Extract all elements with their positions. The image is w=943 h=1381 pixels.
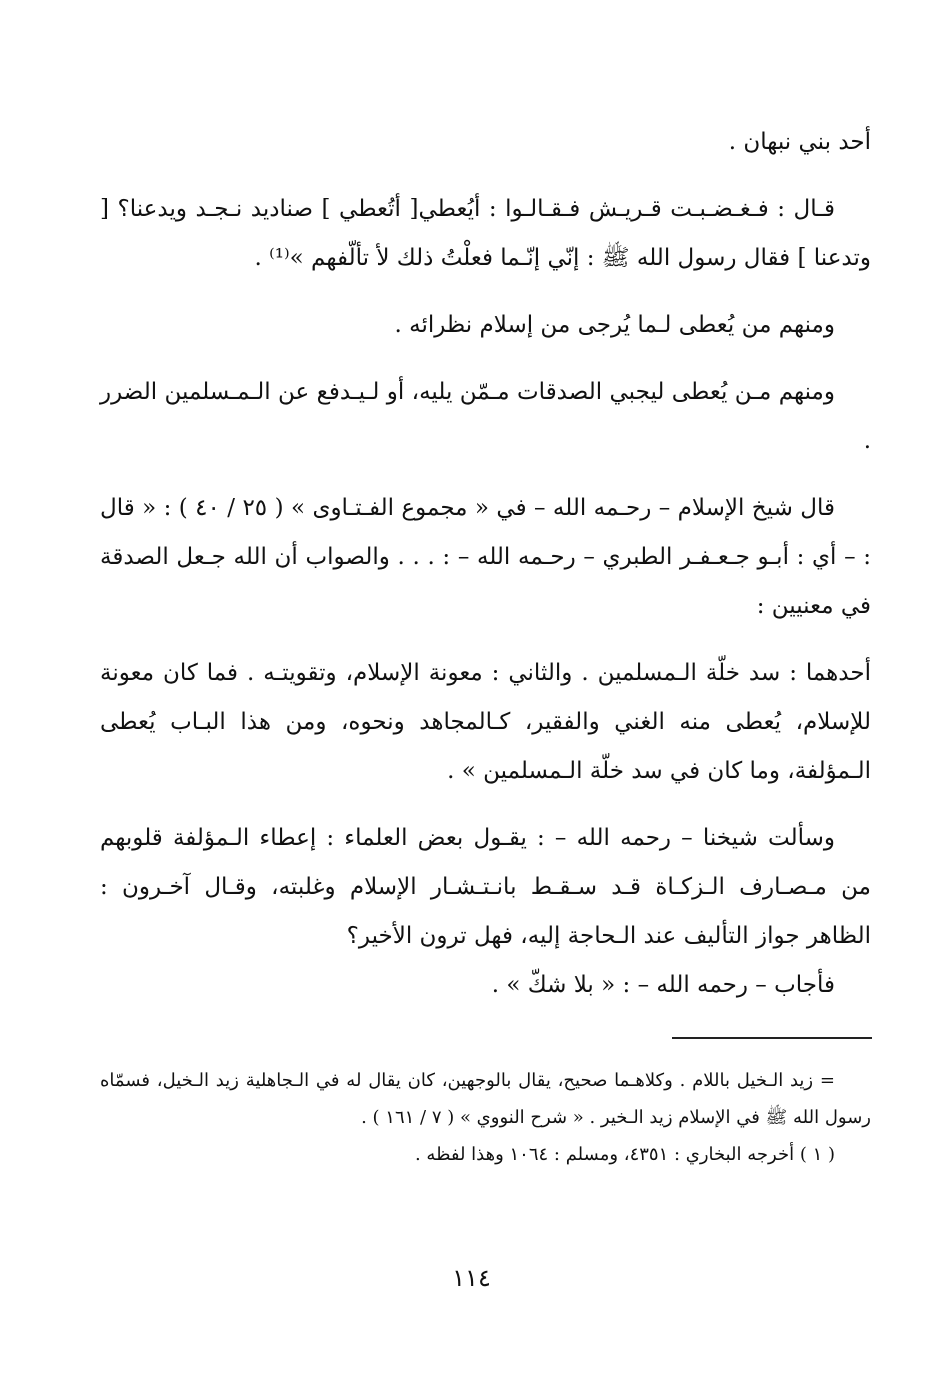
paragraph-8: فأجاب – رحمه الله – : « بلا شكّ » .: [491, 972, 835, 998]
footnotes: [100, 1062, 871, 1173]
paragraph-3: ومنهم من يُعطى لـما يُرجى من إسلام نظرائه .: [394, 312, 835, 338]
footnote-divider: [672, 1037, 872, 1039]
page-number: ١١٤: [452, 1264, 491, 1292]
paragraph-1: أحد بني نبهان .: [728, 129, 871, 155]
paragraph-7: وسألت شيخنا – رحمه الله – : يقـول بعض العلماء : إعطاء الـمؤلفة قلوبهم من مـصـارف الـزكـاة قـد سـقـط بانـتـشـار الإسلام وغلبته، وقـال آخـرون : الظاهر جواز التأليف عند الـحاجة إليه، فهل ترون الأخير؟: [100, 825, 871, 949]
footnote-continued: = زيد الـخيل باللام . وكلاهـما صحيح، يقال بالوجهين، كان يقال له في الـجاهلية زيد الـخيل، فسمّاه رسول الله ﷺ في الإسلام زيد الـخير . « شرح النووي » ( ٧ / ١٦١ ) .: [100, 1070, 871, 1128]
paragraph-5: قال شيخ الإسلام – رحـمه الله – في « مجموع الفـتـاوى » ( ٢٥ / ٤٠ ) : « قال : – أي : أبـو جـعـفـر الطبري – رحـمه الله – : . . . والصواب أن الله جـعل الصدقة في معنيين :: [100, 495, 871, 619]
paragraph-4: ومنهم مـن يُعطى ليجبي الصدقات مـمّن يليه، أو لـيـدفع عن الـمـسلمين الضرر .: [100, 379, 871, 454]
main-text-body: [100, 118, 871, 1010]
paragraph-2: قـال : فـغـضـبـت قـريـش فـقـالـوا : أيُعطي[ أتُعطي ] صناديد نـجـد ويدعنا؟ [ وتدعنا ] فقال رسول الله ﷺ : إنّي إنّـما فعلْتُ ذلك لأ تألّفهم »⁽¹⁾ .: [100, 196, 871, 271]
footnote-1: ( ١ ) أخرجه البخاري : ٤٣٥١، ومسلم : ١٠٦٤ وهذا لفظه .: [414, 1144, 835, 1165]
paragraph-6: أحدهما : سد خلّة الـمسلمين . والثاني : معونة الإسلام، وتقويتـه . فما كان معونة للإسلام، يُعطى منه الغني والفقير، كـالمجاهد ونحوه، ومن هذا البـاب يُعطى الـمؤلفة، وما كان في سد خلّة الـمسلمين » .: [100, 660, 871, 784]
